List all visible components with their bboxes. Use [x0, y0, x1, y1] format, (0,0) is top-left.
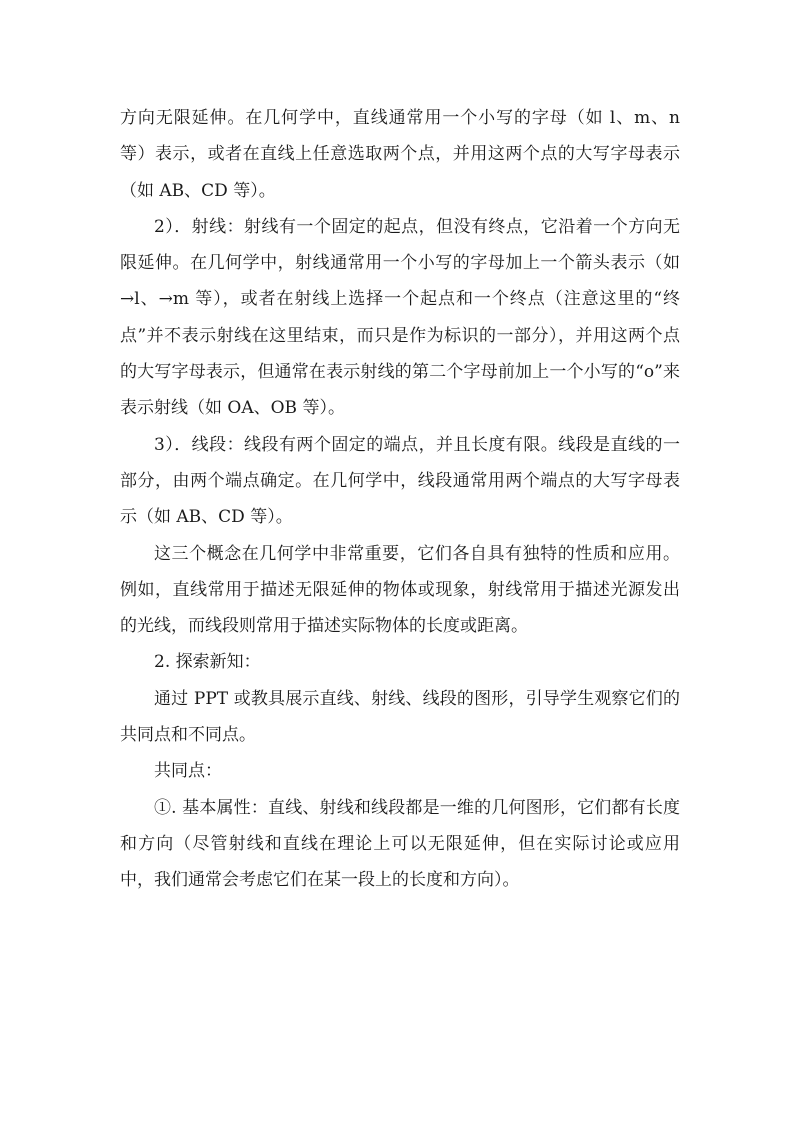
section-heading-explore: 2. 探索新知：	[154, 652, 261, 673]
paragraph-line-continuation: 方向无限延伸。在几何学中，直线通常用一个小写的字母（如 l、m、n 等）表示，或者在直线上任意选取两个点，并用这两个点的大写字母表示（如 AB、CD 等）。	[120, 108, 680, 201]
paragraph-importance: 这三个概念在几何学中非常重要，它们各自具有独特的性质和应用。例如，直线常用于描述无限延伸的物体或现象，射线常用于描述光源发出的光线，而线段则常用于描述实际物体的长度或距离。	[120, 543, 680, 637]
paragraph-basic-properties: ①. 基本属性：直线、射线和线段都是一维的几何图形，它们都有长度和方向（尽管射线和直线在理论上可以无限延伸，但在实际讨论或应用中，我们通常会考虑它们在某一段上的长度和方向）。	[120, 797, 680, 891]
subheading-common-points: 共同点：	[154, 761, 222, 782]
document-body	[120, 100, 680, 899]
paragraph-ray-definition: 2）．射线：射线有一个固定的起点，但没有终点，它沿着一个方向无限延伸。在几何学中，射线通常用一个小写的字母加上一个箭头表示（如→l、→m 等），或者在射线上选择一个起点和一个终点（注意这里的“终点”并不表示射线在这里结束，而只是作为标识的一部分），并用这两个点的大写字母表示，但通常在表示射线的第二个字母前加上一个小写的“o”来表示射线（如 OA、OB 等）。	[120, 216, 680, 419]
paragraph-ppt-demo: 通过 PPT 或教具展示直线、射线、线段的图形，引导学生观察它们的共同点和不同点。	[120, 688, 680, 746]
paragraph-segment-definition: 3）．线段：线段有两个固定的端点，并且长度有限。线段是直线的一部分，由两个端点确定。在几何学中，线段通常用两个端点的大写字母表示（如 AB、CD 等）。	[120, 434, 680, 528]
